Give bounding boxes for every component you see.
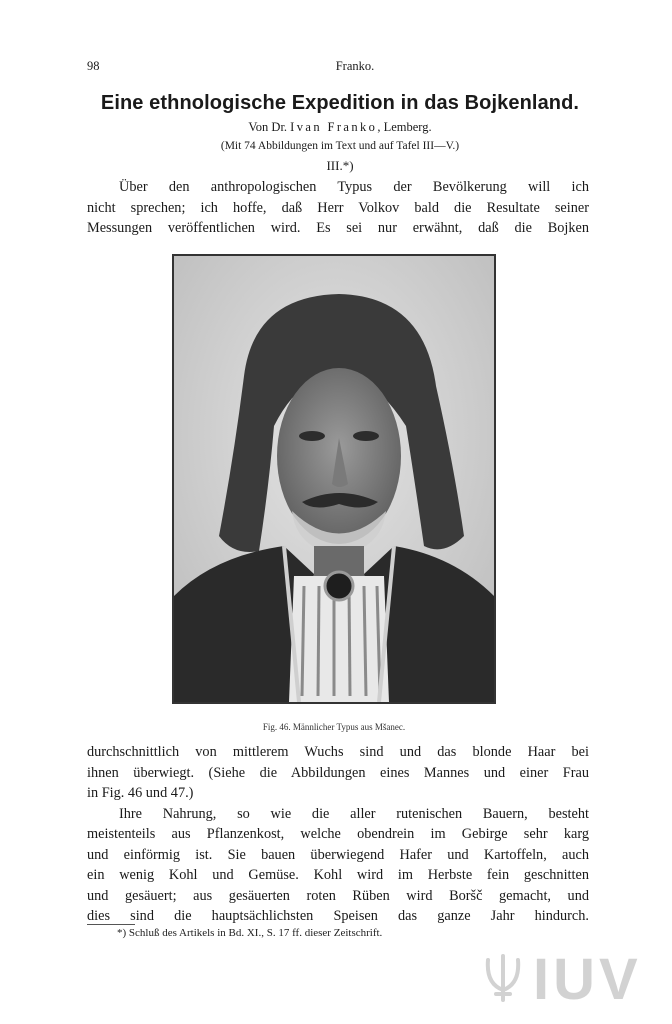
text-line: nicht sprechen; ich hoffe, daß Herr Volkov bald die Resultate seiner bbox=[87, 199, 589, 216]
figure-caption: Fig. 46. Männlicher Typus aus Mšanec. bbox=[262, 722, 406, 732]
watermark-text: IUV bbox=[533, 947, 642, 1012]
text-line: ein wenig Kohl und Gemüse. Kohl wird im Herbste fein geschnitten bbox=[87, 867, 589, 883]
byline bbox=[60, 120, 620, 135]
footnote-rule bbox=[87, 924, 135, 925]
text-line: Messungen veröffentlichen wird. Es sei nur erwähnt, daß die Bojken bbox=[87, 220, 589, 236]
text-line: dies sind die hauptsächlichsten Speisen das ganze Jahr hindurch. bbox=[87, 908, 589, 924]
article-title: Eine ethnologische Expedition in das Bojkenland. bbox=[100, 92, 580, 114]
paragraph-continued bbox=[87, 742, 589, 927]
figure-photograph bbox=[172, 254, 496, 704]
text-line: Ihre Nahrung, so wie die aller rutenischen Bauern, besteht bbox=[119, 805, 589, 822]
trident-icon bbox=[478, 950, 528, 1006]
watermark-logo bbox=[478, 947, 650, 1012]
byline-prefix: Von Dr. bbox=[248, 120, 291, 134]
text-line: und einförmig ist. Sie bauen überwiegend Hafer und Kartoffeln, auch bbox=[87, 846, 589, 863]
text-line: in Fig. 46 und 47.) bbox=[87, 785, 194, 801]
text-line: Über den anthropologischen Typus der Bevölkerung will ich bbox=[119, 179, 589, 195]
paragraph-intro bbox=[87, 177, 589, 239]
footnote: *) Schluß des Artikels in Bd. XI., S. 17 ff. dieser Zeitschrift. bbox=[117, 927, 383, 939]
running-header bbox=[87, 59, 587, 77]
text-line: und gesäuert; aus gesäuerten roten Rüben wird Boršč gemacht, und bbox=[87, 887, 589, 904]
running-title: Franko. bbox=[335, 59, 375, 73]
text-line: durchschnittlich von mittlerem Wuchs sind und das blonde Haar bei bbox=[87, 744, 589, 760]
portrait-photo bbox=[174, 256, 494, 702]
text-line: ihnen überwiegt. (Siehe die Abbildungen eines Mannes und einer Frau bbox=[87, 764, 589, 781]
page-number: 98 bbox=[87, 59, 100, 73]
section-number: III.*) bbox=[326, 158, 354, 173]
illustrations-note: (Mit 74 Abbildungen im Text und auf Tafel III—V.) bbox=[220, 140, 460, 152]
author-name: Ivan Franko bbox=[290, 120, 378, 134]
byline-suffix: , Lemberg. bbox=[377, 120, 432, 134]
text-line: meistenteils aus Pflanzenkost, welche obendrein im Gebirge sehr karg bbox=[87, 826, 589, 842]
